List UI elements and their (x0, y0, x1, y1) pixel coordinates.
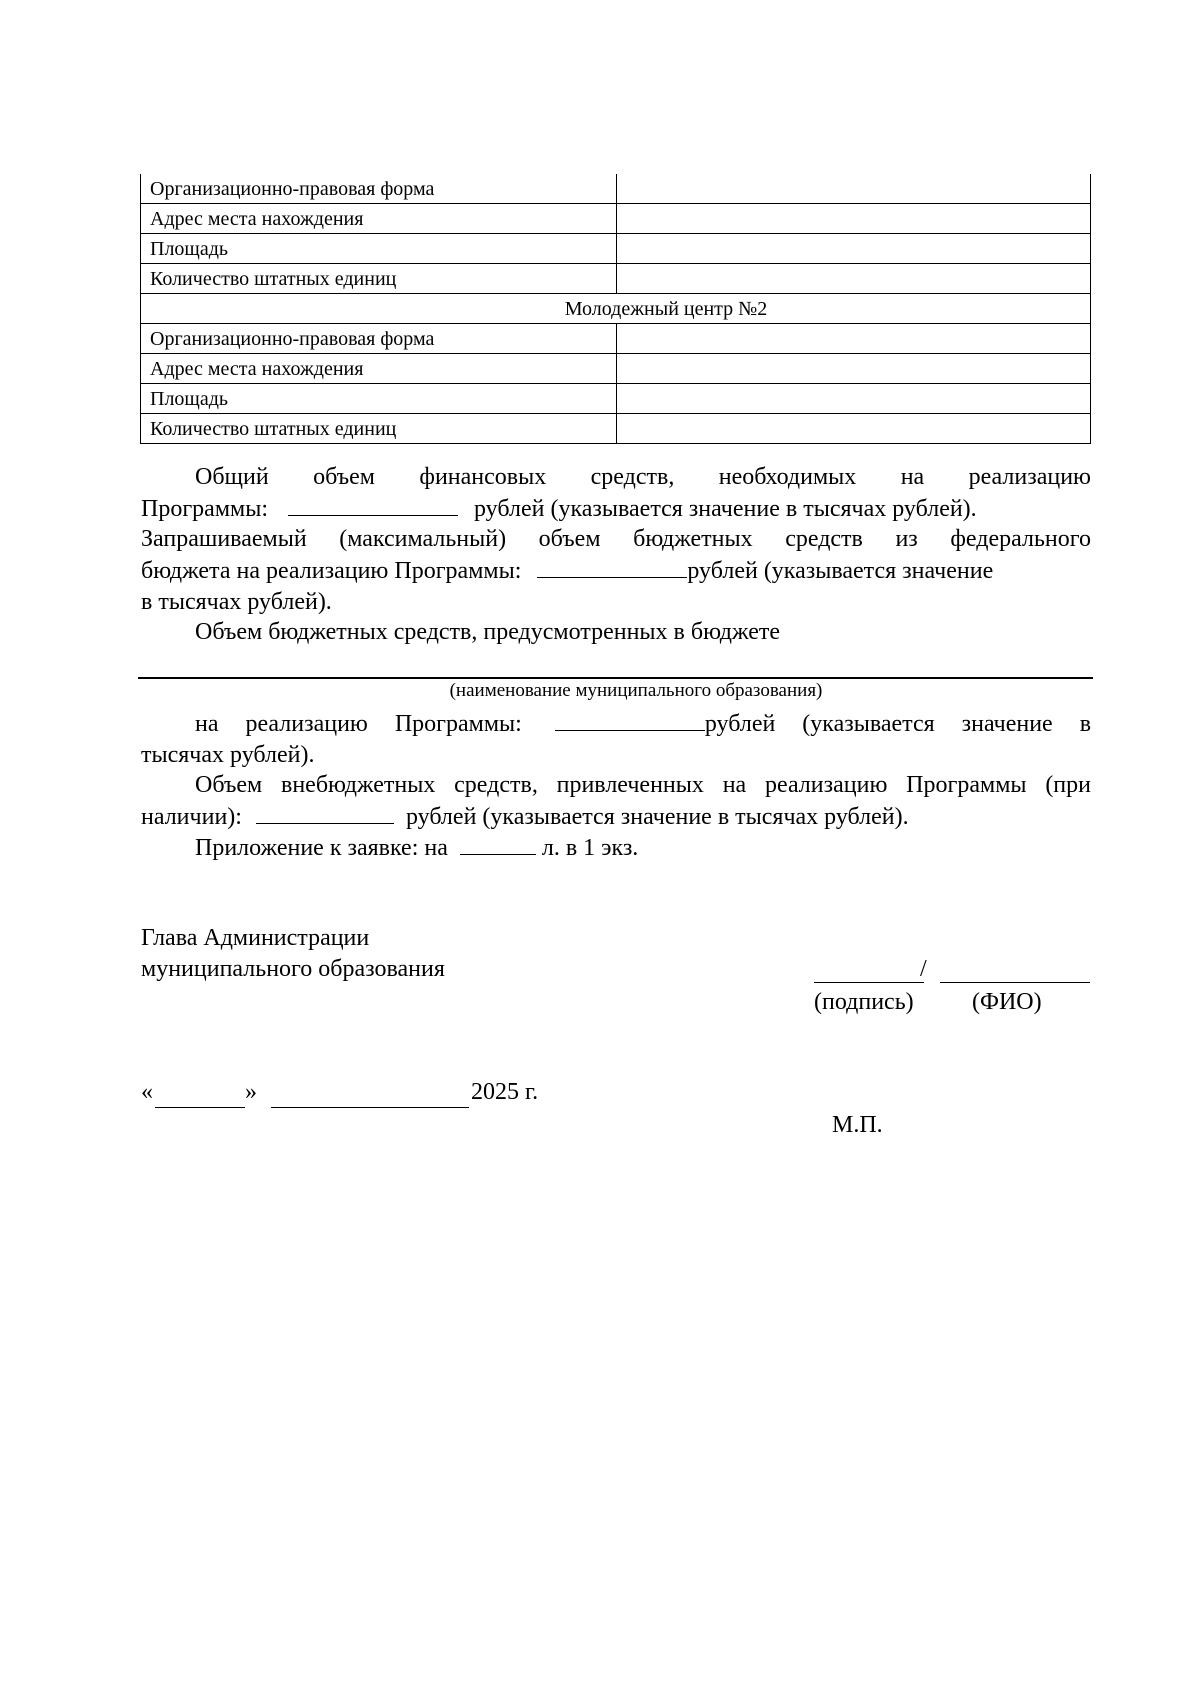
row-label: Площадь (141, 384, 617, 414)
text-line: Общий объем финансовых средств, необходимых на реализацию (195, 464, 1091, 490)
text-line (141, 493, 1091, 525)
signature-blank[interactable] (814, 982, 924, 983)
municipal-funding-paragraph (141, 708, 1091, 771)
date-quote-open: « (141, 1079, 153, 1105)
organization-info-table (140, 174, 1091, 444)
text-line: тысячах рублей). (141, 742, 315, 768)
table-row (141, 204, 1091, 234)
table-row (141, 324, 1091, 354)
text-line: Запрашиваемый (максимальный) объем бюджетных средств из федерального (141, 526, 1091, 552)
row-value[interactable] (617, 234, 1091, 264)
table-row (141, 234, 1091, 264)
text-fragment: Приложение к заявке: на (195, 835, 448, 861)
text-line: Объем внебюджетных средств, привлеченных на реализацию Программы (при (195, 772, 1091, 798)
text-line: Объем бюджетных средств, предусмотренных в бюджете (195, 619, 781, 645)
section-title: Молодежный центр №2 (141, 294, 1091, 324)
row-label: Количество штатных единиц (141, 414, 617, 444)
extrabudgetary-amount-blank[interactable] (256, 801, 394, 824)
text-fragment: бюджета на реализацию Программы: (141, 558, 522, 584)
row-value[interactable] (617, 174, 1091, 204)
row-label: Организационно-правовая форма (141, 174, 617, 204)
row-value[interactable] (617, 324, 1091, 354)
table-row (141, 174, 1091, 204)
text-line: в тысячах рублей). (141, 589, 332, 615)
stamp-placeholder: М.П. (832, 1112, 883, 1138)
text-fragment: наличии): (141, 804, 242, 830)
table-row (141, 354, 1091, 384)
full-name-caption: (ФИО) (972, 989, 1042, 1015)
attachment-paragraph (141, 832, 1091, 864)
row-value[interactable] (617, 264, 1091, 294)
head-title-line2: муниципального образования (141, 956, 445, 982)
pages-count-blank[interactable] (460, 832, 536, 855)
total-funding-paragraph (141, 462, 1091, 525)
table-row (141, 414, 1091, 444)
text-fragment: рублей (указывается значение в тысячах рублей). (405, 804, 909, 830)
row-label: Количество штатных единиц (141, 264, 617, 294)
text-line (141, 708, 1091, 740)
date-day-blank[interactable] (155, 1107, 245, 1108)
text-fragment: Программы: (141, 496, 268, 522)
table-section-row (141, 294, 1091, 324)
municipality-line[interactable] (138, 677, 1093, 679)
date-year: 2025 г. (471, 1079, 539, 1105)
federal-amount-blank[interactable] (537, 555, 687, 578)
text-fragment: рублей (указывается значение в тысячах рублей). (474, 496, 977, 522)
text-fragment: л. в 1 экз. (541, 835, 639, 861)
full-name-blank[interactable] (940, 982, 1090, 983)
row-value[interactable] (617, 204, 1091, 234)
date-month-blank[interactable] (271, 1107, 469, 1108)
local-budget-paragraph (141, 617, 1091, 648)
text-fragment: рублей (указывается значение в (704, 711, 1092, 737)
extrabudgetary-paragraph (141, 770, 1091, 833)
signature-caption: (подпись) (814, 989, 914, 1015)
head-title-line1: Глава Администрации (141, 925, 370, 951)
slash-separator: / (920, 956, 927, 982)
text-fragment: на реализацию Программы: (195, 711, 522, 737)
row-label: Площадь (141, 234, 617, 264)
text-fragment: рублей (указывается значение (687, 558, 994, 584)
date-quote-close: » (245, 1079, 257, 1105)
row-value[interactable] (617, 354, 1091, 384)
text-line (141, 801, 1091, 833)
row-label: Адрес места нахождения (141, 204, 617, 234)
text-line (141, 832, 1091, 864)
municipal-amount-blank[interactable] (555, 708, 705, 731)
row-value[interactable] (617, 384, 1091, 414)
row-label: Адрес места нахождения (141, 354, 617, 384)
row-label: Организационно-правовая форма (141, 324, 617, 354)
total-amount-blank[interactable] (288, 493, 458, 516)
text-line (141, 555, 1091, 587)
municipality-caption: (наименование муниципального образования) (449, 680, 823, 701)
table-row (141, 384, 1091, 414)
federal-funding-paragraph (141, 524, 1091, 618)
table-row (141, 264, 1091, 294)
row-value[interactable] (617, 414, 1091, 444)
